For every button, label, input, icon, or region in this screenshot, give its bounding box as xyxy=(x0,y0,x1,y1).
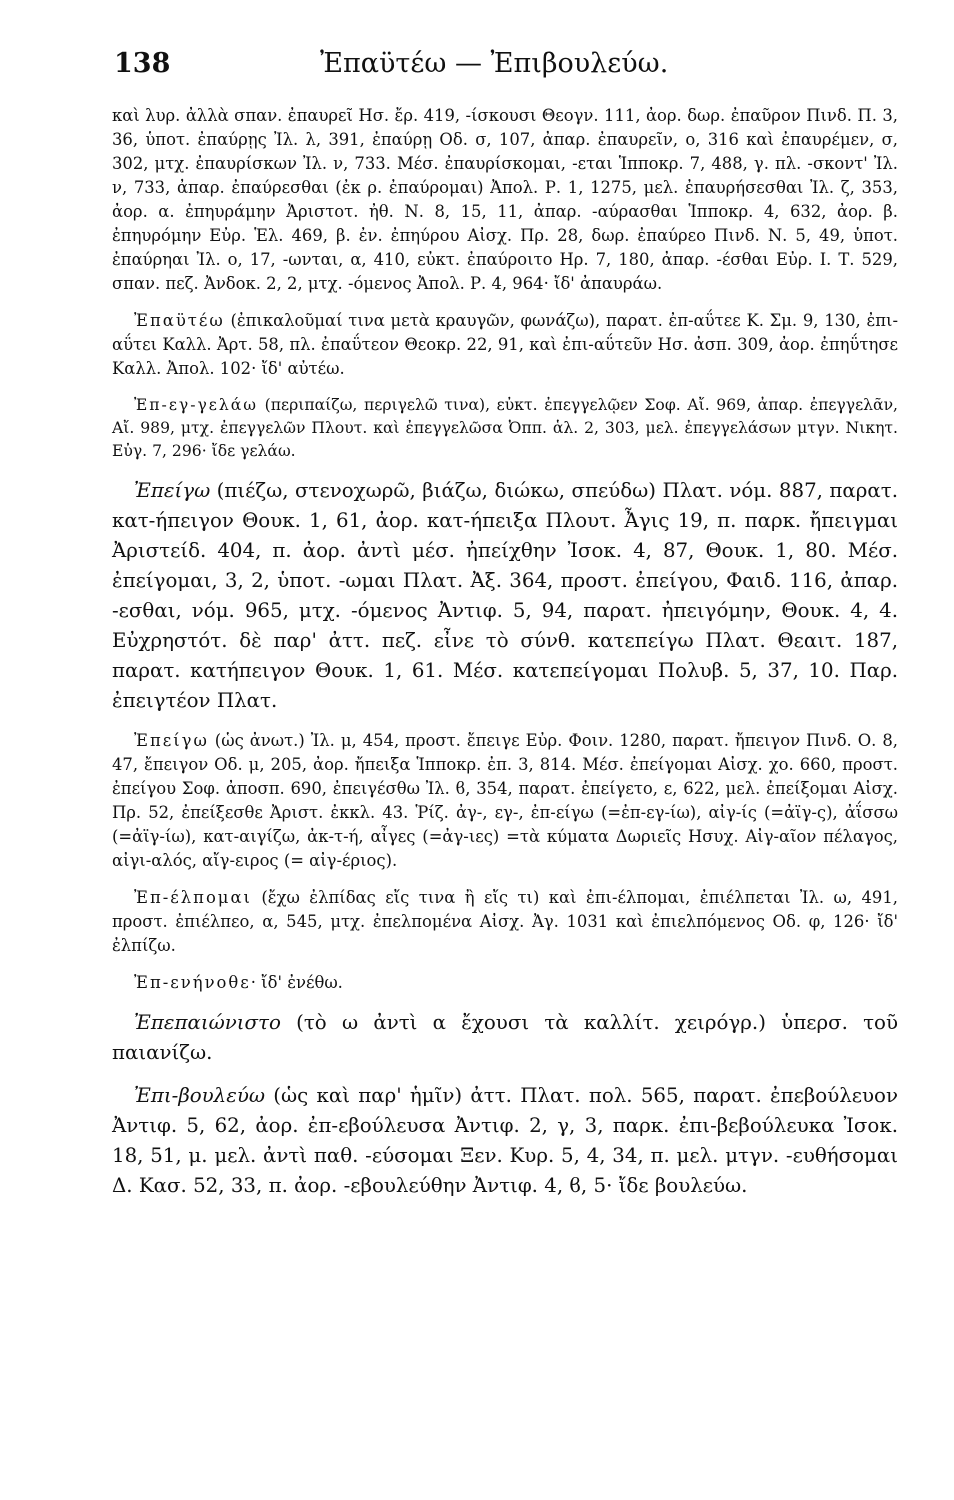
entry-lemma: Ἐπι-βουλεύω xyxy=(134,1084,265,1107)
entry-epeggelao xyxy=(112,394,898,463)
entry-body: · ἴδ' ἐνέθω. xyxy=(250,973,343,992)
page-header xyxy=(110,42,900,86)
entry-body: (πιέζω, στενοχωρῶ, βιάζω, διώκω, σπεύδω) Πλατ. νόμ. 887, παρατ. κατ-ήπειγον Θουκ. 1, 61, ἀορ. κατ-ήπειξα Πλουτ. Ἆγις 19, π. παρκ. ἤπειγμαι Ἀριστείδ. 404, π. ἀορ. ἀντὶ μέσ. ἠπείχθην Ἰσοκ. 4, 87, Θουκ. 1, 80. Μέσ. ἐπείγομαι, 3, 2, ὑποτ. -ωμαι Πλατ. Ἀξ. 364, προστ. ἐπείγου, Φαιδ. 116, ἀπαρ. -εσθαι, νόμ. 965, μτχ. -όμενος Ἀντιφ. 5, 94, παρατ. ἠπειγόμην, Θουκ. 4, 4. Εὐχρηστότ. δὲ παρ' ἀττ. πεζ. εἶνε τὸ σύνθ. κατεπείγω Πλατ. Θεαιτ. 187, παρατ. κατήπειγον Θουκ. 1, 61. Μέσ. κατεπείγομαι Πολυβ. 5, 37, 10. Παρ. ἐπειγτέον Πλατ. xyxy=(112,479,898,712)
entry-lemma: Ἐπ-εγ-γελάω xyxy=(134,396,259,414)
page-number: 138 xyxy=(114,48,171,79)
entry-epauteo xyxy=(112,309,898,381)
entry-epepaionisto xyxy=(112,1008,898,1068)
entry-lemma: Ἐπείγω xyxy=(134,731,209,750)
entry-body: (ὡς καὶ παρ' ἡμῖν) ἀττ. Πλατ. πολ. 565, παρατ. ἐπεβούλευον Ἀντιφ. 5, 62, ἀορ. ἐπ-εβούλευσα Ἀντιφ. 2, γ, 3, παρκ. ἐπι-βεβούλευκα Ἰσοκ. 18, 51, μ. μελ. ἀντὶ παθ. -εύσομαι Ξεν. Κυρ. 5, 4, 34, π. μελ. μτγν. -ευθήσομαι Δ. Κασ. 52, 33, π. ἀορ. -εβουλεύθην Ἀντιφ. 4, ϐ, 5· ἴδε βουλεύω. xyxy=(112,1084,898,1197)
entry-body: (τὸ ω ἀντὶ α ἔχουσι τὰ καλλίτ. χειρόγρ.) ὑπερσ. τοῦ παιανίζω. xyxy=(112,1011,898,1064)
entry-continuation xyxy=(112,104,898,296)
entry-body: (περιπαίζω, περιγελῶ τινα), εὐκτ. ἐπεγγελῷεν Σοφ. Αἴ. 969, ἀπαρ. ἐπεγγελᾶν, Αἴ. 989, μτχ. ἐπεγγελῶν Πλουτ. καὶ ἐπεγγελῶσα Ὀππ. ἁλ. 2, 303, μελ. ἐπεγγελάσων μτγν. Νικητ. Εὐγ. 7, 296· ἴδε γελάω. xyxy=(112,396,898,460)
entry-epeigo-epic xyxy=(112,729,898,873)
entry-lemma: Ἐπαϋτέω xyxy=(134,311,225,330)
dictionary-text xyxy=(112,104,898,1214)
entry-epeigo-attic xyxy=(112,476,898,716)
entry-lemma: Ἐπ-ενήνοθε xyxy=(134,973,251,992)
entry-lemma: Ἐπεπαιώνιστο xyxy=(134,1011,281,1034)
entry-lemma: Ἐπείγω xyxy=(134,479,211,502)
entry-lemma: Ἐπ-έλπομαι xyxy=(134,888,252,907)
entry-epenenothe xyxy=(112,971,898,995)
entry-epelpomai xyxy=(112,886,898,958)
entry-body: (ὡς ἀνωτ.) Ἰλ. μ, 454, προστ. ἔπειγε Εὐρ. Φοιν. 1280, παρατ. ἤπειγον Πινδ. Ο. 8, 47, ἔπειγον Οδ. μ, 205, ἀορ. ἤπειξα Ἱπποκρ. ἐπ. 3, 814. Μέσ. ἐπείγομαι Αἰσχ. χο. 660, προστ. ἐπείγου Σοφ. ἀποσπ. 690, ἐπειγέσθω Ἰλ. ϐ, 354, παρατ. ἐπείγετο, ε, 622, μελ. ἐπείξομαι Αἰσχ. Πρ. 52, ἐπείξεσθε Ἀριστ. ἐκκλ. 43. Ῥίζ. ἀγ-, εγ-, ἐπ-είγω (=ἐπ-εγ-ίω), αἰγ-ίς (=ἀϊγ-ς), ἀΐσσω (=ἀϊγ-ίω), κατ-αιγίζω, ἀκ-τ-ή, αἶγες (=ἀγ-ιες) =τὰ κύματα Δωριεῖς Ησυχ. Αἰγ-αῖον πέλαγος, αἰγι-αλός, αἴγ-ειρος (= αἰγ-έριος). xyxy=(112,731,898,870)
running-title: Ἐπαϋτέω — Ἐπιβουλεύω. xyxy=(320,48,669,79)
entry-body: καὶ λυρ. ἀλλὰ σπαν. ἐπαυρεῖ Ησ. ἔρ. 419, -ίσκουσι Θεογν. 111, ἀορ. δωρ. ἐπαῦρον Πινδ. Π. 3, 36, ὑποτ. ἐπαύρῃς Ἰλ. λ, 391, ἐπαύρῃ Οδ. σ, 107, ἀπαρ. ἐπαυρεῖν, ο, 316 καὶ ἐπαυρέμεν, σ, 302, μτχ. ἐπαυρίσκων Ἰλ. ν, 733. Μέσ. ἐπαυρίσκομαι, -εται Ἱπποκρ. 7, 488, γ. πλ. -σκοντ' Ἰλ. ν, 733, ἀπαρ. ἐπαύρεσθαι (ἐκ ρ. ἐπαύρομαι) Ἀπολ. Ρ. 1, 1275, μελ. ἐπαυρήσεσθαι Ἰλ. ζ, 353, ἀορ. α. ἐπηυράμην Ἀριστοτ. ἠθ. Ν. 8, 15, 11, ἀπαρ. -αύρασθαι Ἱπποκρ. 4, 632, ἀορ. β. ἐπηυρόμην Εὐρ. Ἑλ. 469, β. ἐν. ἐπηύρου Αἰσχ. Πρ. 28, δωρ. ἐπαύρεο Πινδ. Ν. 5, 49, ὑποτ. ἐπαύρηαι Ἰλ. ο, 17, -ωνται, α, 410, εὐκτ. ἐπαύροιτο Ηρ. 7, 180, ἀπαρ. -έσθαι Εὐρ. Ι. Τ. 529, σπαν. πεζ. Ἀνδοκ. 2, 2, μτχ. -όμενος Ἀπολ. Ρ. 4, 964· ἴδ' ἀπαυράω. xyxy=(112,106,898,293)
entry-epibouleuo xyxy=(112,1081,898,1201)
entry-body: (ἐπικαλοῦμαί τινα μετὰ κραυγῶν, φωνάζω), παρατ. ἐπ-αΰτεε Κ. Σμ. 9, 130, ἐπι-αΰτει Καλλ. Ἀρτ. 58, πλ. ἐπαΰτεον Θεοκρ. 22, 91, καὶ ἐπι-αΰτεῦν Ησ. ἀσπ. 309, ἀορ. ἐπηΰτησε Καλλ. Ἀπολ. 102· ἴδ' αὐτέω. xyxy=(112,311,898,378)
entry-body: (ἔχω ἐλπίδας εἴς τινα ἢ εἴς τι) καὶ ἐπι-έλπομαι, ἐπιέλπεται Ἰλ. ω, 491, προστ. ἐπιέλπεο, α, 545, μτχ. ἐπελπομένα Αἰσχ. Ἀγ. 1031 καὶ ἐπιελπόμενος Οδ. φ, 126· ἴδ' ἐλπίζω. xyxy=(112,888,898,955)
